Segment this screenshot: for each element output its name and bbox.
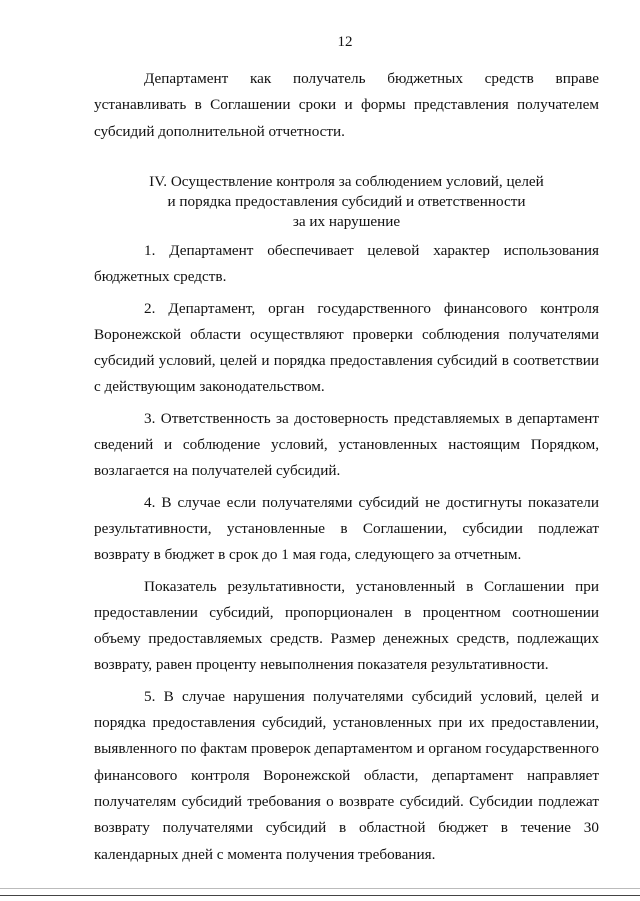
paragraph-5: Показатель результативности, установленный в Соглашении при предоставлении субсидий, пропорционален в процентном соотношении объему предоставляемых средств. Размер денежных средств, подлежащих возврату, равен проценту невыполнения показателя результативности. xyxy=(94,577,599,674)
heading-line-2: и порядка предоставления субсидий и ответственности xyxy=(167,193,526,210)
paragraph-1: 1. Департамент обеспечивает целевой характер использования бюджетных средств. xyxy=(94,242,599,286)
section-heading xyxy=(94,172,599,232)
footer-rule xyxy=(0,895,640,896)
paragraph-3: 3. Ответственность за достоверность представляемых в департамент сведений и соблюдение условий, установленных настоящим Порядком, возлагается на получателей субсидий. xyxy=(94,409,599,480)
footer-rule-light xyxy=(0,888,640,889)
paragraph-6: 5. В случае нарушения получателями субсидий условий, целей и порядка предоставления субсидий, установленных при их предоставлении, выявленного по фактам проверок департаментом и органом государственного финансового контроля Воронежской области, департамент направляет получателям субсидий требования о возврате субсидий. Субсидии подлежат возврату получателями субсидий в областной бюджет в течение 30 календарных дней с момента получения требования. xyxy=(94,687,599,863)
intro-block xyxy=(94,66,599,145)
heading-line-1: IV. Осуществление контроля за соблюдением условий, целей xyxy=(149,173,544,190)
paragraph-4: 4. В случае если получателями субсидий не достигнуты показатели результативности, установленные в Соглашении, субсидии подлежат возврату в бюджет в срок до 1 мая года, следующего за отчетным. xyxy=(94,493,599,564)
paragraph-2: 2. Департамент, орган государственного финансового контроля Воронежской области осуществляют проверки соблюдения получателями субсидий условий, целей и порядка предоставления субсидий в соответствии с действующим законодательством. xyxy=(94,299,599,396)
section-body xyxy=(94,238,599,868)
page-number: 12 xyxy=(337,34,353,50)
intro-paragraph: Департамент как получатель бюджетных средств вправе устанавливать в Соглашении сроки и формы представления получателем субсидий дополнительной отчетности. xyxy=(94,70,599,140)
heading-line-3: за их нарушение xyxy=(292,213,401,230)
